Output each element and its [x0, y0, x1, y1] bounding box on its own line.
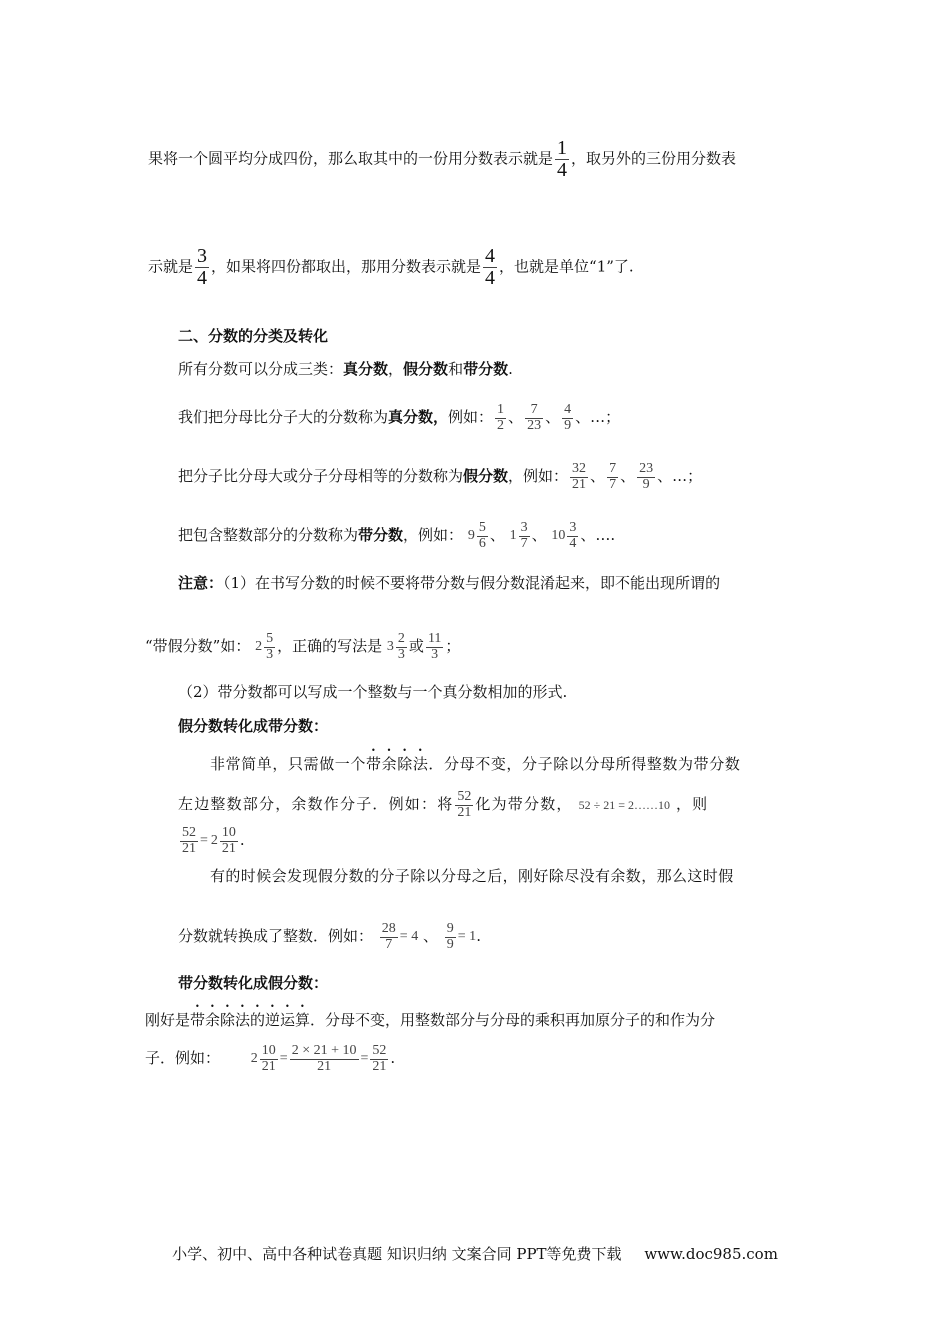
conversion-equation: 2 $\frac{10}{21}$ = $\frac{2 \times 21 + 10}{21}$ = $\frac{52}{21}$ — [250, 1043, 387, 1074]
mixed-to-imp-heading: 带分数转化成假分数： — [178, 974, 329, 992]
improper-example-3: $\frac{23}{9}$ — [639, 461, 654, 492]
intro-line-2: 示就是 $\frac{3}{4}$ ，如果将四份都取出，那用分数表示就是 $\frac{4}{4}$ ，也就是单位“1”了. — [148, 245, 634, 289]
improper-example-2: $\frac{7}{7}$ — [609, 461, 617, 492]
correct-improper-example: $\frac{11}{3}$ — [427, 631, 442, 662]
fraction-52-21: $\frac{52}{21}$ — [457, 789, 472, 820]
note-line-1: 注意：（1）在书写分数的时候不要将带分数与假分数混淆起来，即不能出现所谓的 — [178, 574, 721, 592]
imp-to-mixed-p4: 分数就转换成了整数．例如： $\frac{28}{7}$ = 4 、 $\frac{9}{9}$ = 1. — [178, 921, 481, 952]
proper-example-1: $\frac{1}{2}$ — [497, 402, 505, 433]
note-line-2: “带假分数”如： 2 $\frac{5}{3}$ ，正确的写法是 3 $\frac{2}{3}$ 或 $\frac{11}{3}$ ； — [145, 631, 461, 662]
page-footer: 小学、初中、高中各种试卷真题 知识归纳 文案合同 PPT等免费下载 www.doc985.com — [172, 1245, 778, 1263]
mixed-to-imp-p2: 子．例如： 2 $\frac{10}{21}$ = $\frac{2 \times 21 + 10}{21}$ = $\frac{52}{21}$ . — [145, 1043, 396, 1074]
correct-mixed-example: 3 $\frac{2}{3}$ — [386, 631, 405, 662]
proper-definition: 我们把分母比分子大的分数称为真分数，例如： $\frac{1}{2}$ 、 $\frac{7}{23}$ 、 $\frac{4}{9}$ 、…； — [178, 402, 621, 433]
mixed-to-imp-p1: 刚好是带余除法的逆运算．分母不变，用整数部分与分母的乘积再加原分子的和作为分 — [145, 1011, 716, 1029]
footer-url[interactable]: www.doc985.com — [644, 1245, 778, 1263]
proper-example-2: $\frac{7}{23}$ — [527, 402, 542, 433]
mixed-example-3: 10 $\frac{3}{4}$ — [551, 520, 577, 551]
bad-mixed-example: 2 $\frac{5}{3}$ — [255, 631, 274, 662]
improper-definition: 把分子比分母大或分子分母相等的分数称为假分数，例如： $\frac{32}{21}$ 、 $\frac{7}{7}$ 、 $\frac{23}{9}$ 、…； — [178, 461, 703, 492]
integer-example-1: $\frac{28}{7}$ = 4 — [381, 921, 419, 952]
fraction-one-quarter: $\frac{1}{4}$ — [557, 137, 568, 181]
mixed-example-1: 9 $\frac{5}{6}$ — [467, 520, 486, 551]
imp-to-mixed-heading: 假分数转化成带分数： — [178, 717, 329, 735]
fraction-four-quarters: $\frac{4}{4}$ — [485, 245, 496, 289]
proper-example-3: $\frac{4}{9}$ — [564, 402, 572, 433]
integer-example-2: $\frac{9}{9}$ = 1 — [446, 921, 477, 952]
mixed-definition: 把包含整数部分的分数称为带分数，例如： 9 $\frac{5}{6}$ 、 1 $\frac{3}{7}$ 、 10 $\frac{3}{4}$ 、…. — [178, 520, 616, 551]
imp-to-mixed-p1: 非常简单，只需做一个带余除法．分母不变，分子除以分母所得整数为带分数 — [210, 755, 741, 773]
imp-to-mixed-result: $\frac{52}{21}$ = 2 $\frac{10}{21}$ . — [182, 825, 245, 856]
fraction-three-quarters: $\frac{3}{4}$ — [197, 245, 208, 289]
intro-line-1: 果将一个圆平均分成四份，那么取其中的一份用分数表示就是 $\frac{1}{4}$ ，取另外的三份用分数表 — [148, 137, 737, 181]
imp-to-mixed-p3: 有的时候会发现假分数的分子除以分母之后，刚好除尽没有余数，那么这时假 — [210, 867, 734, 885]
section-heading: 二、分数的分类及转化 — [178, 327, 329, 345]
imp-to-mixed-p2: 左边整数部分，余数作分子．例如：将 $\frac{52}{21}$ 化为带分数， 52 ÷ 21 = 2……10 ，则 — [178, 789, 709, 820]
classes-line: 所有分数可以分成三类：真分数，假分数和带分数. — [178, 360, 513, 378]
note-line-3: （2）带分数都可以写成一个整数与一个真分数相加的形式. — [178, 683, 568, 701]
division-expression: 52 ÷ 21 = 2……10 — [578, 798, 670, 813]
mixed-example-2: 1 $\frac{3}{7}$ — [509, 520, 528, 551]
improper-example-1: $\frac{32}{21}$ — [572, 461, 587, 492]
